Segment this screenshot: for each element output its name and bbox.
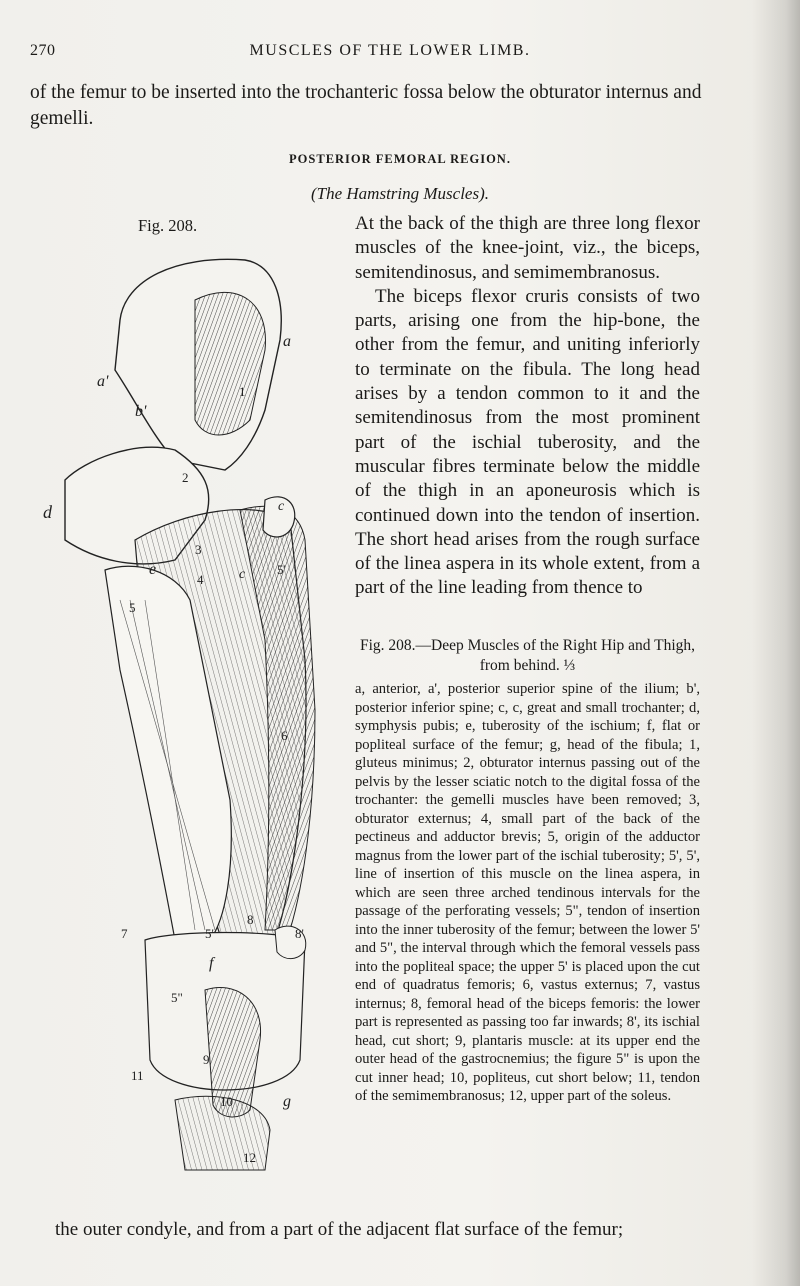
label-6: 6	[281, 728, 288, 743]
label-12: 12	[243, 1150, 256, 1165]
section-subheading: (The Hamstring Muscles).	[310, 184, 489, 203]
label-8-prime: 8'	[295, 926, 304, 941]
label-5-prime-upper: 5'	[277, 562, 286, 577]
figure-caption-body: a, anterior, a', posterior superior spine of the ilium; b', posterior inferior spine; c, c, great and small trochanter; d, symphysis pubis; e, tuberosity of the ischium; f, flat or popliteal surface of the femur; g, head of the fibula; 1, gluteus minimus; 2, obturator internus passing out of the pelvis by the lesser sciatic notch to the digital fossa of the trochanter: the gemelli muscles have been removed; 3, obturator externus; 4, small part of the back of the pectineus and adductor brevis; 5, origin of the adductor magnus from the lower part of the ischial tuberosity; 5', 5', line of insertion of this muscle on the linea aspera, in which are seen three arched tendinous intervals for the passage of the perforating vessels; 5", tendon of insertion into the inner tuberosity of the femur; between the lower 5' and 5", the interval through which the femoral vessels pass into the popliteal space; the upper 5' is placed upon the cut end of quadratus femoris; 6, vastus externus; 7, vastus internus; 8, femoral head of the biceps femoris: the lower part is represented as passing too far inwards; 8', its ischial head, cut short; 9, plantaris muscle: at its upper end the outer head of the gastrocnemius; the figure 5" is upon the cut inner head; 10, popliteus, cut short below; 11, tendon of the semimembranosus; 12, upper part of the soleus.	[355, 681, 700, 1104]
label-a: a	[283, 333, 291, 350]
label-5-prime-lower: 5'	[205, 926, 214, 941]
label-7: 7	[121, 926, 128, 941]
body-text-column	[355, 212, 700, 601]
page-number: 270	[30, 42, 56, 59]
label-5: 5	[129, 600, 136, 615]
anatomical-illustration	[25, 240, 355, 1175]
figure-caption-title: Fig. 208.—Deep Muscles of the Right Hip and Thigh, from behind. ⅓	[359, 637, 696, 674]
label-5-double-prime: 5"	[171, 990, 183, 1005]
label-4: 4	[197, 572, 204, 587]
running-title: MUSCLES OF THE LOWER LIMB.	[249, 42, 531, 59]
label-3: 3	[195, 542, 202, 557]
label-e: e	[149, 561, 157, 578]
figure-label: Fig. 208.	[138, 216, 198, 235]
label-11: 11	[131, 1068, 144, 1083]
intro-text: of the femur to be inserted into the trochanteric fossa below the obturator internus and gemelli.	[30, 82, 702, 129]
label-b-prime: b'	[135, 403, 147, 420]
label-9: 9	[203, 1052, 210, 1067]
body-paragraph-2: The biceps flexor cruris consists of two parts, arising one from the hip-bone, the other from the femur, and uniting inferiorly to terminate on the fibula. The long head arises by a tendon common to it and the semitendinosus from the most prominent part of the ischial tuberosity, and the muscular fibres terminate below the middle of the thigh in an aponeurosis which is continued down into the tendon of insertion. The short head arises from the rough surface of the linea aspera in its whole extent, from a part of the line leading from thence to	[355, 285, 700, 599]
label-2: 2	[182, 470, 189, 485]
running-head	[30, 42, 750, 64]
label-1: 1	[239, 384, 246, 399]
label-8: 8	[247, 912, 254, 927]
label-f: f	[209, 955, 214, 972]
section-heading: POSTERIOR FEMORAL REGION.	[289, 152, 511, 166]
label-d: d	[43, 502, 52, 522]
label-10: 10	[220, 1094, 233, 1109]
label-c-small: c	[239, 567, 246, 582]
label-c: c	[278, 499, 285, 514]
body-paragraph-1: At the back of the thigh are three long flexor muscles of the knee-joint, viz., the biceps, semitendinosus, and semimembranosus.	[355, 213, 700, 283]
label-g: g	[283, 1093, 291, 1110]
label-a-prime: a'	[97, 373, 109, 390]
bottom-text: the outer condyle, and from a part of the adjacent flat surface of the femur;	[55, 1219, 624, 1240]
illustration-svg	[25, 240, 355, 1175]
